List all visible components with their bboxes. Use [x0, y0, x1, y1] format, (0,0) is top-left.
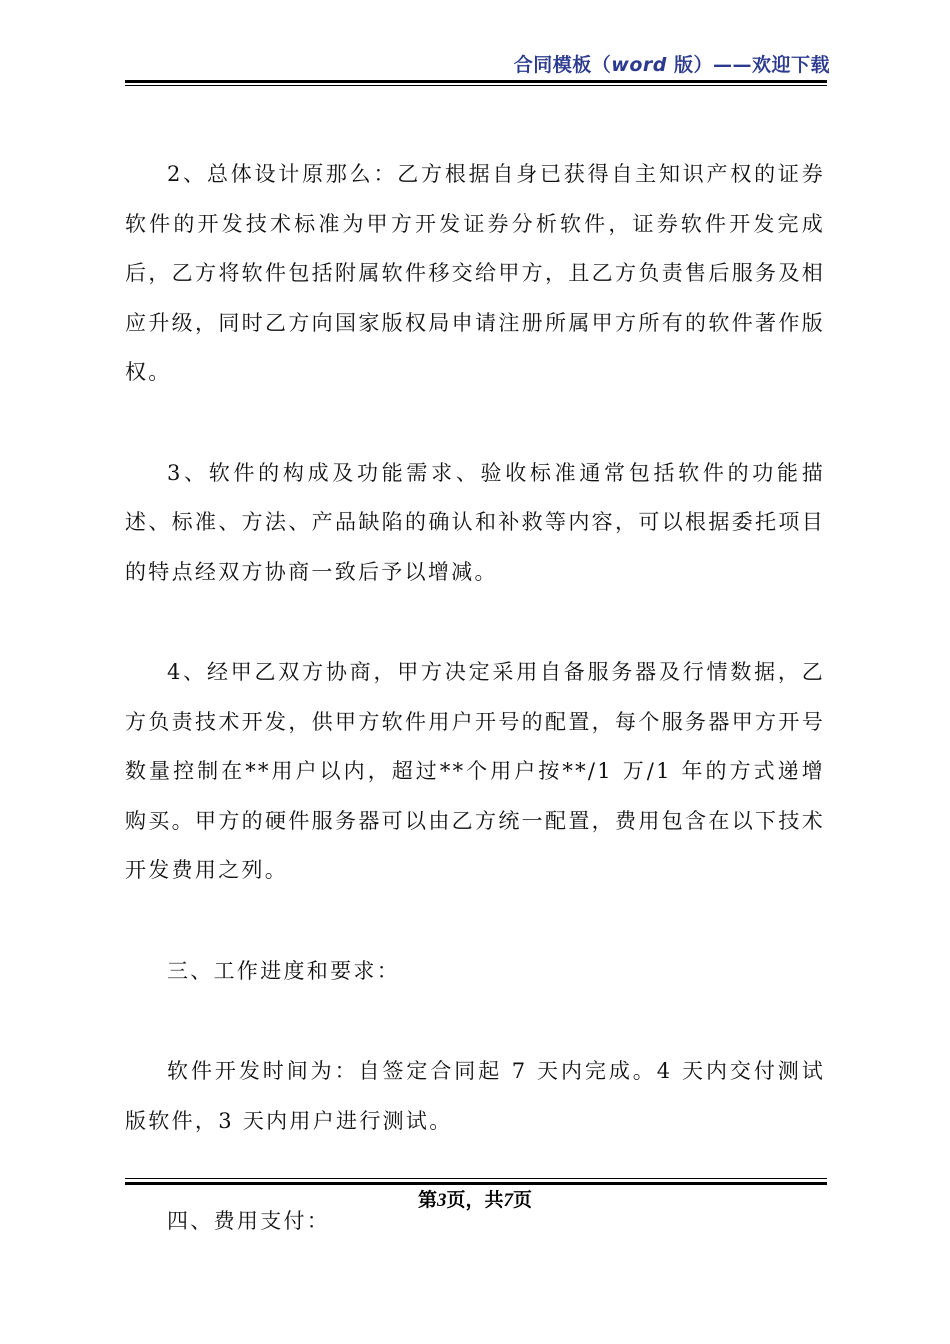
total-page-count: 7	[503, 1190, 513, 1211]
paragraph-server-configuration: 4、经甲乙双方协商，甲方决定采用自备服务器及行情数据，乙方负责技术开发，供甲方软件用户开号的配置，每个服务器甲方开号数量控制在**用户以内，超过**个用户按**/1 万/1 年的方式递增购买。甲方的硬件服务器可以由乙方统一配置，费用包含在以下技术开发费用之列。	[125, 660, 825, 882]
paragraph-software-composition: 3、软件的构成及功能需求、验收标准通常包括软件的功能描述、标准、方法、产品缺陷的确认和补救等内容，可以根据委托项目的特点经双方协商一致后予以增减。	[125, 460, 825, 584]
header-title-latin: word	[611, 54, 667, 76]
header-rule-thick	[125, 80, 827, 83]
paragraph-development-time: 软件开发时间为：自签定合同起 7 天内完成。4 天内交付测试版软件，3 天内用户进行测试。	[125, 1059, 825, 1133]
document-header-title	[514, 50, 830, 77]
footer-suffix: 页	[513, 1190, 533, 1211]
header-title-suffix: 版）——欢迎下载	[666, 54, 830, 76]
page-number-footer	[0, 1185, 950, 1212]
paragraph-design-principle: 2、总体设计原那么：乙方根据自身已获得自主知识产权的证券软件的开发技术标准为甲方开发证券分析软件，证券软件开发完成后，乙方将软件包括附属软件移交给甲方，且乙方负责售后服务及相应升级，同时乙方向国家版权局申请注册所属甲方所有的软件著作版权。	[125, 162, 825, 384]
header-title-prefix: 合同模板（	[513, 54, 612, 76]
footer-middle: 页，共	[446, 1190, 504, 1211]
footer-prefix: 第	[417, 1190, 437, 1211]
footer-rule-thin	[125, 1178, 827, 1179]
document-body	[125, 150, 825, 1298]
header-rule-thin	[125, 85, 827, 86]
section-heading-schedule: 三、工作进度和要求：	[167, 958, 400, 983]
current-page-number: 3	[436, 1190, 447, 1211]
section-heading-payment: 四、费用支付：	[167, 1209, 331, 1233]
